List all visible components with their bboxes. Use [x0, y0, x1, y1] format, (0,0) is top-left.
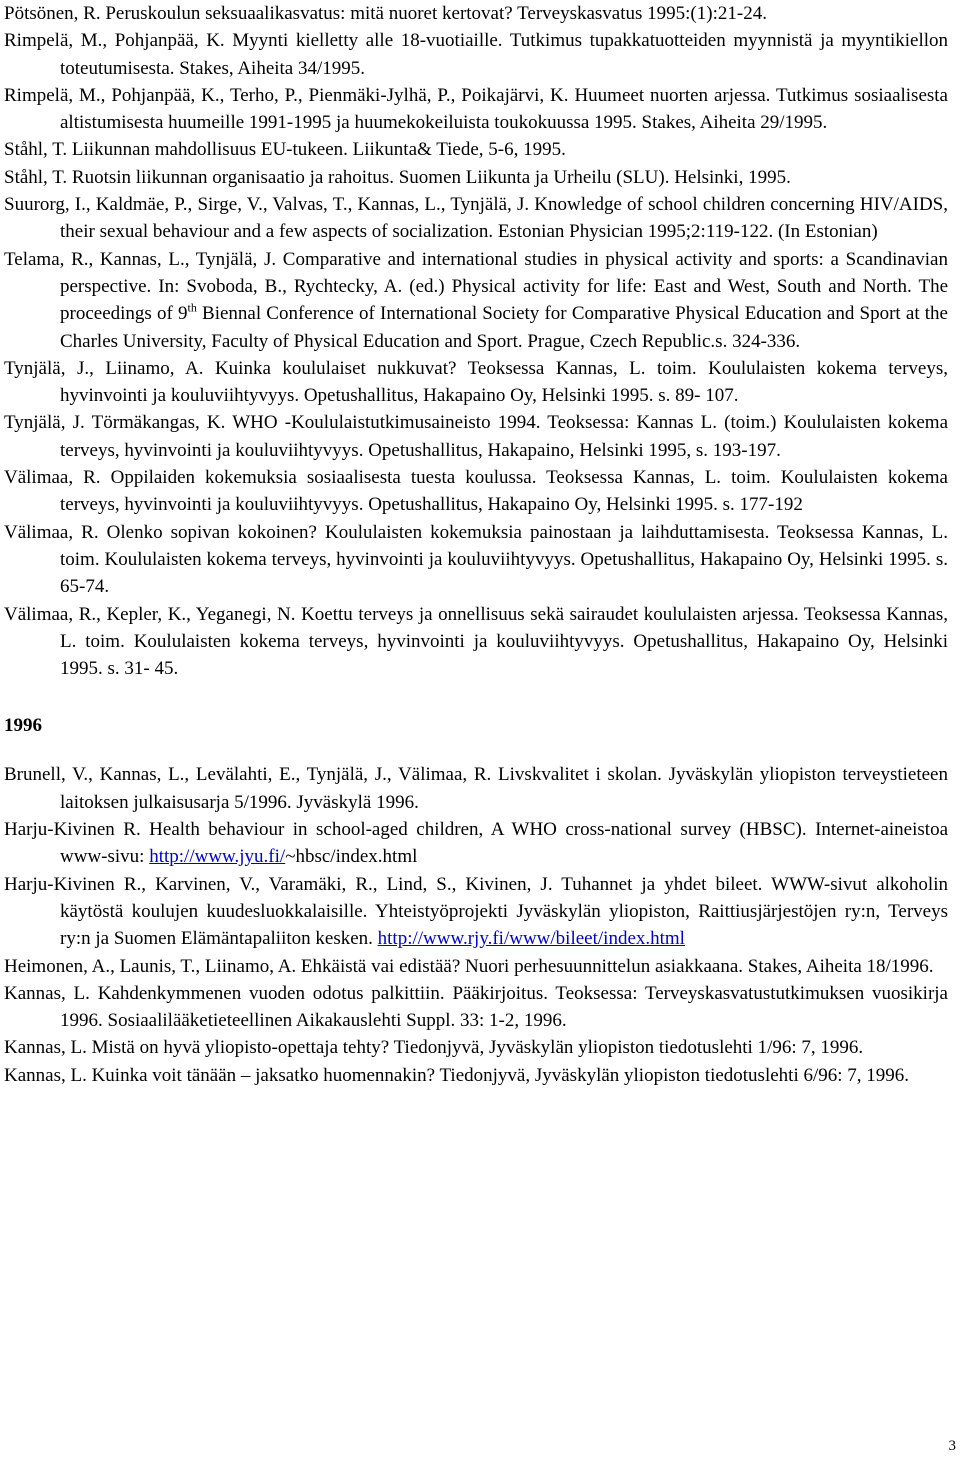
reference-entry: Suurorg, I., Kaldmäe, P., Sirge, V., Valvas, T., Kannas, L., Tynjälä, J. Knowledge of school children concerning HIV/AIDS, their sexual behaviour and a few aspects of socialization. Estonian Physician 1995;2:119-122. (In Estonian)	[4, 194, 948, 243]
hbsc-link[interactable]: http://www.jyu.fi/	[149, 846, 286, 868]
reference-entry: Välimaa, R. Oppilaiden kokemuksia sosiaalisesta tuesta koulussa. Teoksessa Kannas, L. toim. Koululaisten kokema terveys, hyvinvointi ja kouluviihtyvyys. Opetushallitus, Hakapaino Oy, Helsinki 1995. s. 177-192	[4, 467, 948, 516]
reference-text: Biennal Conference of International Society for Comparative Physical Education and Sport at the Charles University, Faculty of Physical Education and Sport. Prague, Czech Republic.s. 324-336.	[60, 303, 948, 352]
reference-entry: Heimonen, A., Launis, T., Liinamo, A. Ehkäistä vai edistää? Nuori perhesuunnittelun asiakkaana. Stakes, Aiheita 18/1996.	[4, 955, 934, 977]
reference-entry: Ståhl, T. Liikunnan mahdollisuus EU-tukeen. Liikunta& Tiede, 5-6, 1995.	[4, 139, 566, 161]
reference-entry: Kannas, L. Kahdenkymmenen vuoden odotus palkittiin. Pääkirjoitus. Teoksessa: Terveyskasvatustutkimuksen vuosikirja 1996. Sosiaalilääketieteellinen Aikakauslehti Suppl. 33: 1-2, 1996.	[4, 982, 948, 1032]
year-heading: 1996	[4, 715, 42, 737]
reference-entry-harju-2	[4, 871, 948, 953]
reference-entry: Rimpelä, M., Pohjanpää, K. Myynti kielletty alle 18-vuotiaille. Tutkimus tupakkatuotteiden myynnistä ja myyntikiellon toteutumisesta. Stakes, Aiheita 34/1995.	[4, 30, 948, 79]
bileet-link[interactable]: http://www.rjy.fi/www/bileet/index.html	[377, 928, 685, 950]
reference-text: ~hbsc/index.html	[285, 846, 418, 868]
superscript-ordinal: th	[187, 300, 197, 315]
reference-entry: Välimaa, R., Kepler, K., Yeganegi, N. Koettu terveys ja onnellisuus sekä sairaudet koululaisten arjessa. Teoksessa Kannas, L. toim. Koululaisten kokema terveys, hyvinvointi ja kouluviihtyvyys. Opetushallitus, Hakapaino Oy, Helsinki 1995. s. 31- 45.	[4, 603, 948, 680]
reference-entry: Pötsönen, R. Peruskoulun seksuaalikasvatus: mitä nuoret kertovat? Terveyskasvatus 1995:(1):21-24.	[4, 3, 767, 24]
reference-list	[4, 0, 948, 1089]
reference-entry: Tynjälä, J., Liinamo, A. Kuinka koululaiset nukkuvat? Teoksessa Kannas, L. toim. Koululaisten kokema terveys, hyvinvointi ja kouluviihtyvyys. Opetushallitus, Hakapaino Oy, Helsinki 1995. s. 89- 107.	[4, 357, 948, 407]
reference-text: Harju-Kivinen R., Karvinen, V., Varamäki, R., Lind, S., Kivinen, J. Tuhannet ja yhdet bileet. WWW-sivut alkoholin käytöstä koulujen kuudesluokkalaisille. Yhteistyöprojekti Jyväskylän yliopiston, Raittiusjärjestöjen ry:n, Terveys ry:n ja Suomen Elämäntapaliiton kesken.	[4, 873, 948, 950]
reference-entry: Ståhl, T. Ruotsin liikunnan organisaatio ja rahoitus. Suomen Liikunta ja Urheilu (SLU). Helsinki, 1995.	[4, 166, 791, 188]
reference-entry: Kannas, L. Kuinka voit tänään – jaksatko huomennakin? Tiedonjyvä, Jyväskylän yliopiston tiedotuslehti 6/96: 7, 1996.	[4, 1064, 910, 1086]
reference-entry: Brunell, V., Kannas, L., Levälahti, E., Tynjälä, J., Välimaa, R. Livskvalitet i skolan. Jyväskylän yliopiston terveystieteen laitoksen julkaisusarja 5/1996. Jyväskylä 1996.	[4, 764, 948, 813]
reference-entry: Kannas, L. Mistä on hyvä yliopisto-opettaja tehty? Tiedonjyvä, Jyväskylän yliopiston tiedotuslehti 1/96: 7, 1996.	[4, 1037, 864, 1059]
reference-text: Harju-Kivinen R. Health behaviour in school-aged children, A WHO cross-national survey (HBSC). Internet-aineistoa www-sivu:	[4, 819, 948, 868]
reference-entry-telama	[4, 246, 948, 355]
reference-entry: Tynjälä, J. Törmäkangas, K. WHO -Koululaistutkimusaineisto 1994. Teoksessa: Kannas L. (toim.) Koululaisten kokema terveys, hyvinvointi ja kouluviihtyvyys. Opetushallitus, Hakapaino, Helsinki 1995, s. 193-197.	[4, 412, 948, 461]
reference-entry: Rimpelä, M., Pohjanpää, K., Terho, P., Pienmäki-Jylhä, P., Poikajärvi, K. Huumeet nuorten arjessa. Tutkimus sosiaalisesta altistumisesta huumeille 1991-1995 ja huumekokeiluista toukokuussa 1995. Stakes, Aiheita 29/1995.	[4, 84, 948, 134]
reference-text: Telama, R., Kannas, L., Tynjälä, J. Comparative and international studies in physical activity and sports: a Scandinavian perspective. In: Svoboda, B., Rychtecky, A. (ed.) Physical activity for life: East and West, South and North. The proceedings of 9	[4, 248, 948, 325]
page-number: 3	[948, 1438, 956, 1454]
reference-entry-harju-1	[4, 816, 948, 871]
reference-entry: Välimaa, R. Olenko sopivan kokoinen? Koululaisten kokemuksia painostaan ja laihduttamisesta. Teoksessa Kannas, L. toim. Koululaisten kokema terveys, hyvinvointi ja kouluviihtyvyys. Opetushallitus, Hakapaino Oy, Helsinki 1995. s. 65-74.	[4, 521, 948, 598]
